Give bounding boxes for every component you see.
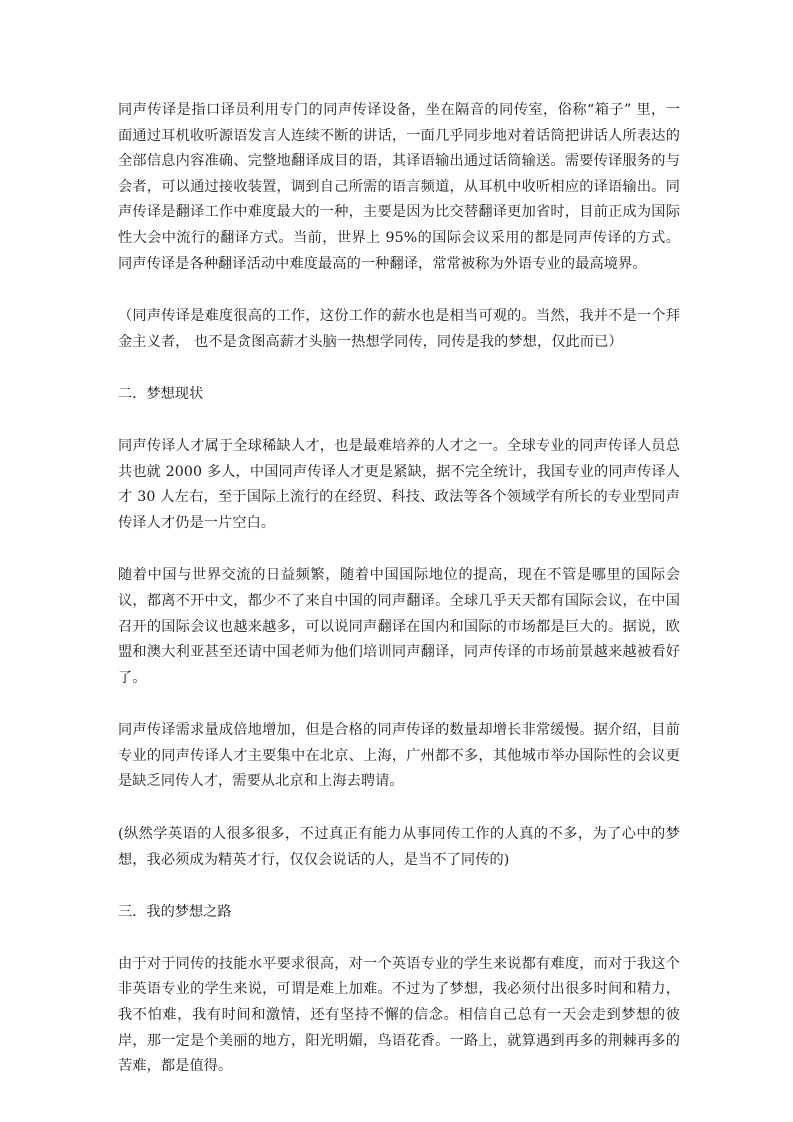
paragraph-elite-note: (纵然学英语的人很多很多，不过真正有能力从事同传工作的人真的不多，为了心中的梦想，我必须成为精英才行，仅仅会说话的人，是当不了同传的)	[118, 826, 680, 868]
document-page	[118, 98, 680, 1080]
paragraph-salary-note: （同声传译是难度很高的工作，这份工作的薪水也是相当可观的。当然，我并不是一个拜金主义者， 也不是贪图高薪才头脑一热想学同传，同传是我的梦想，仅此而已）	[118, 308, 680, 350]
paragraph-my-path: 由于对于同传的技能水平要求很高，对一个英语专业的学生来说都有难度，而对于我这个非英语专业的学生来说，可谓是难上加难。不过为了梦想，我必须付出很多时间和精力，我不怕难，我有时间和激情，还有坚持不懈的信念。相信自己总有一天会走到梦想的彼岸，那一定是个美丽的地方，阳光明媚，鸟语花香。一路上，就算遇到再多的荆棘再多的苦难，都是值得。	[118, 955, 680, 1075]
section-heading-dream-status: 二．梦想现状	[118, 386, 204, 403]
paragraph-talent-shortage: 同声传译人才属于全球稀缺人才，也是最难培养的人才之一。全球专业的同声传译人员总共也就 2000 多人，中国同声传译人才更是紧缺，据不完全统计，我国专业的同声传译人才 30 人左右，至于国际上流行的在经贸、科技、政法等各个领域学有所长的专业型同声传译人才仍是一片空白。	[118, 437, 680, 531]
paragraph-demand-growth: 同声传译需求量成倍地增加，但是合格的同声传译的数量却增长非常缓慢。据介绍，目前专业的同声传译人才主要集中在北京、上海，广州都不多，其他城市举办国际性的会议更是缺乏同传人才，需要从北京和上海去聘请。	[118, 722, 680, 790]
section-heading-my-path: 三．我的梦想之路	[118, 904, 232, 921]
paragraph-intro: 同声传译是指口译员利用专门的同声传译设备，坐在隔音的同传室，俗称“箱子” 里，一面通过耳机收听源语发言人连续不断的讲话，一面几乎同步地对着话筒把讲话人所表达的全部信息内容准确、完整地翻译成目的语，其译语输出通过话筒输送。需要传译服务的与会者，可以通过接收装置，调到自己所需的语言频道，从耳机中收听相应的译语输出。同声传译是翻译工作中难度最大的一种，主要是因为比交替翻译更加省时，目前正成为国际性大会中流行的翻译方式。当前，世界上 95%的国际会议采用的都是同声传译的方式。同声传译是各种翻译活动中难度最高的一种翻译，常常被称为外语专业的最高境界。	[118, 102, 680, 272]
paragraph-market-outlook: 随着中国与世界交流的日益频繁，随着中国国际地位的提高，现在不管是哪里的国际会议，都离不开中文，都少不了来自中国的同声翻译。全球几乎天天都有国际会议，在中国召开的国际会议也越来越多，可以说同声翻译在国内和国际的市场都是巨大的。据说，欧盟和澳大利亚甚至还请中国老师为他们培训同声翻译，同声传译的市场前景越来越被看好了。	[118, 567, 680, 686]
